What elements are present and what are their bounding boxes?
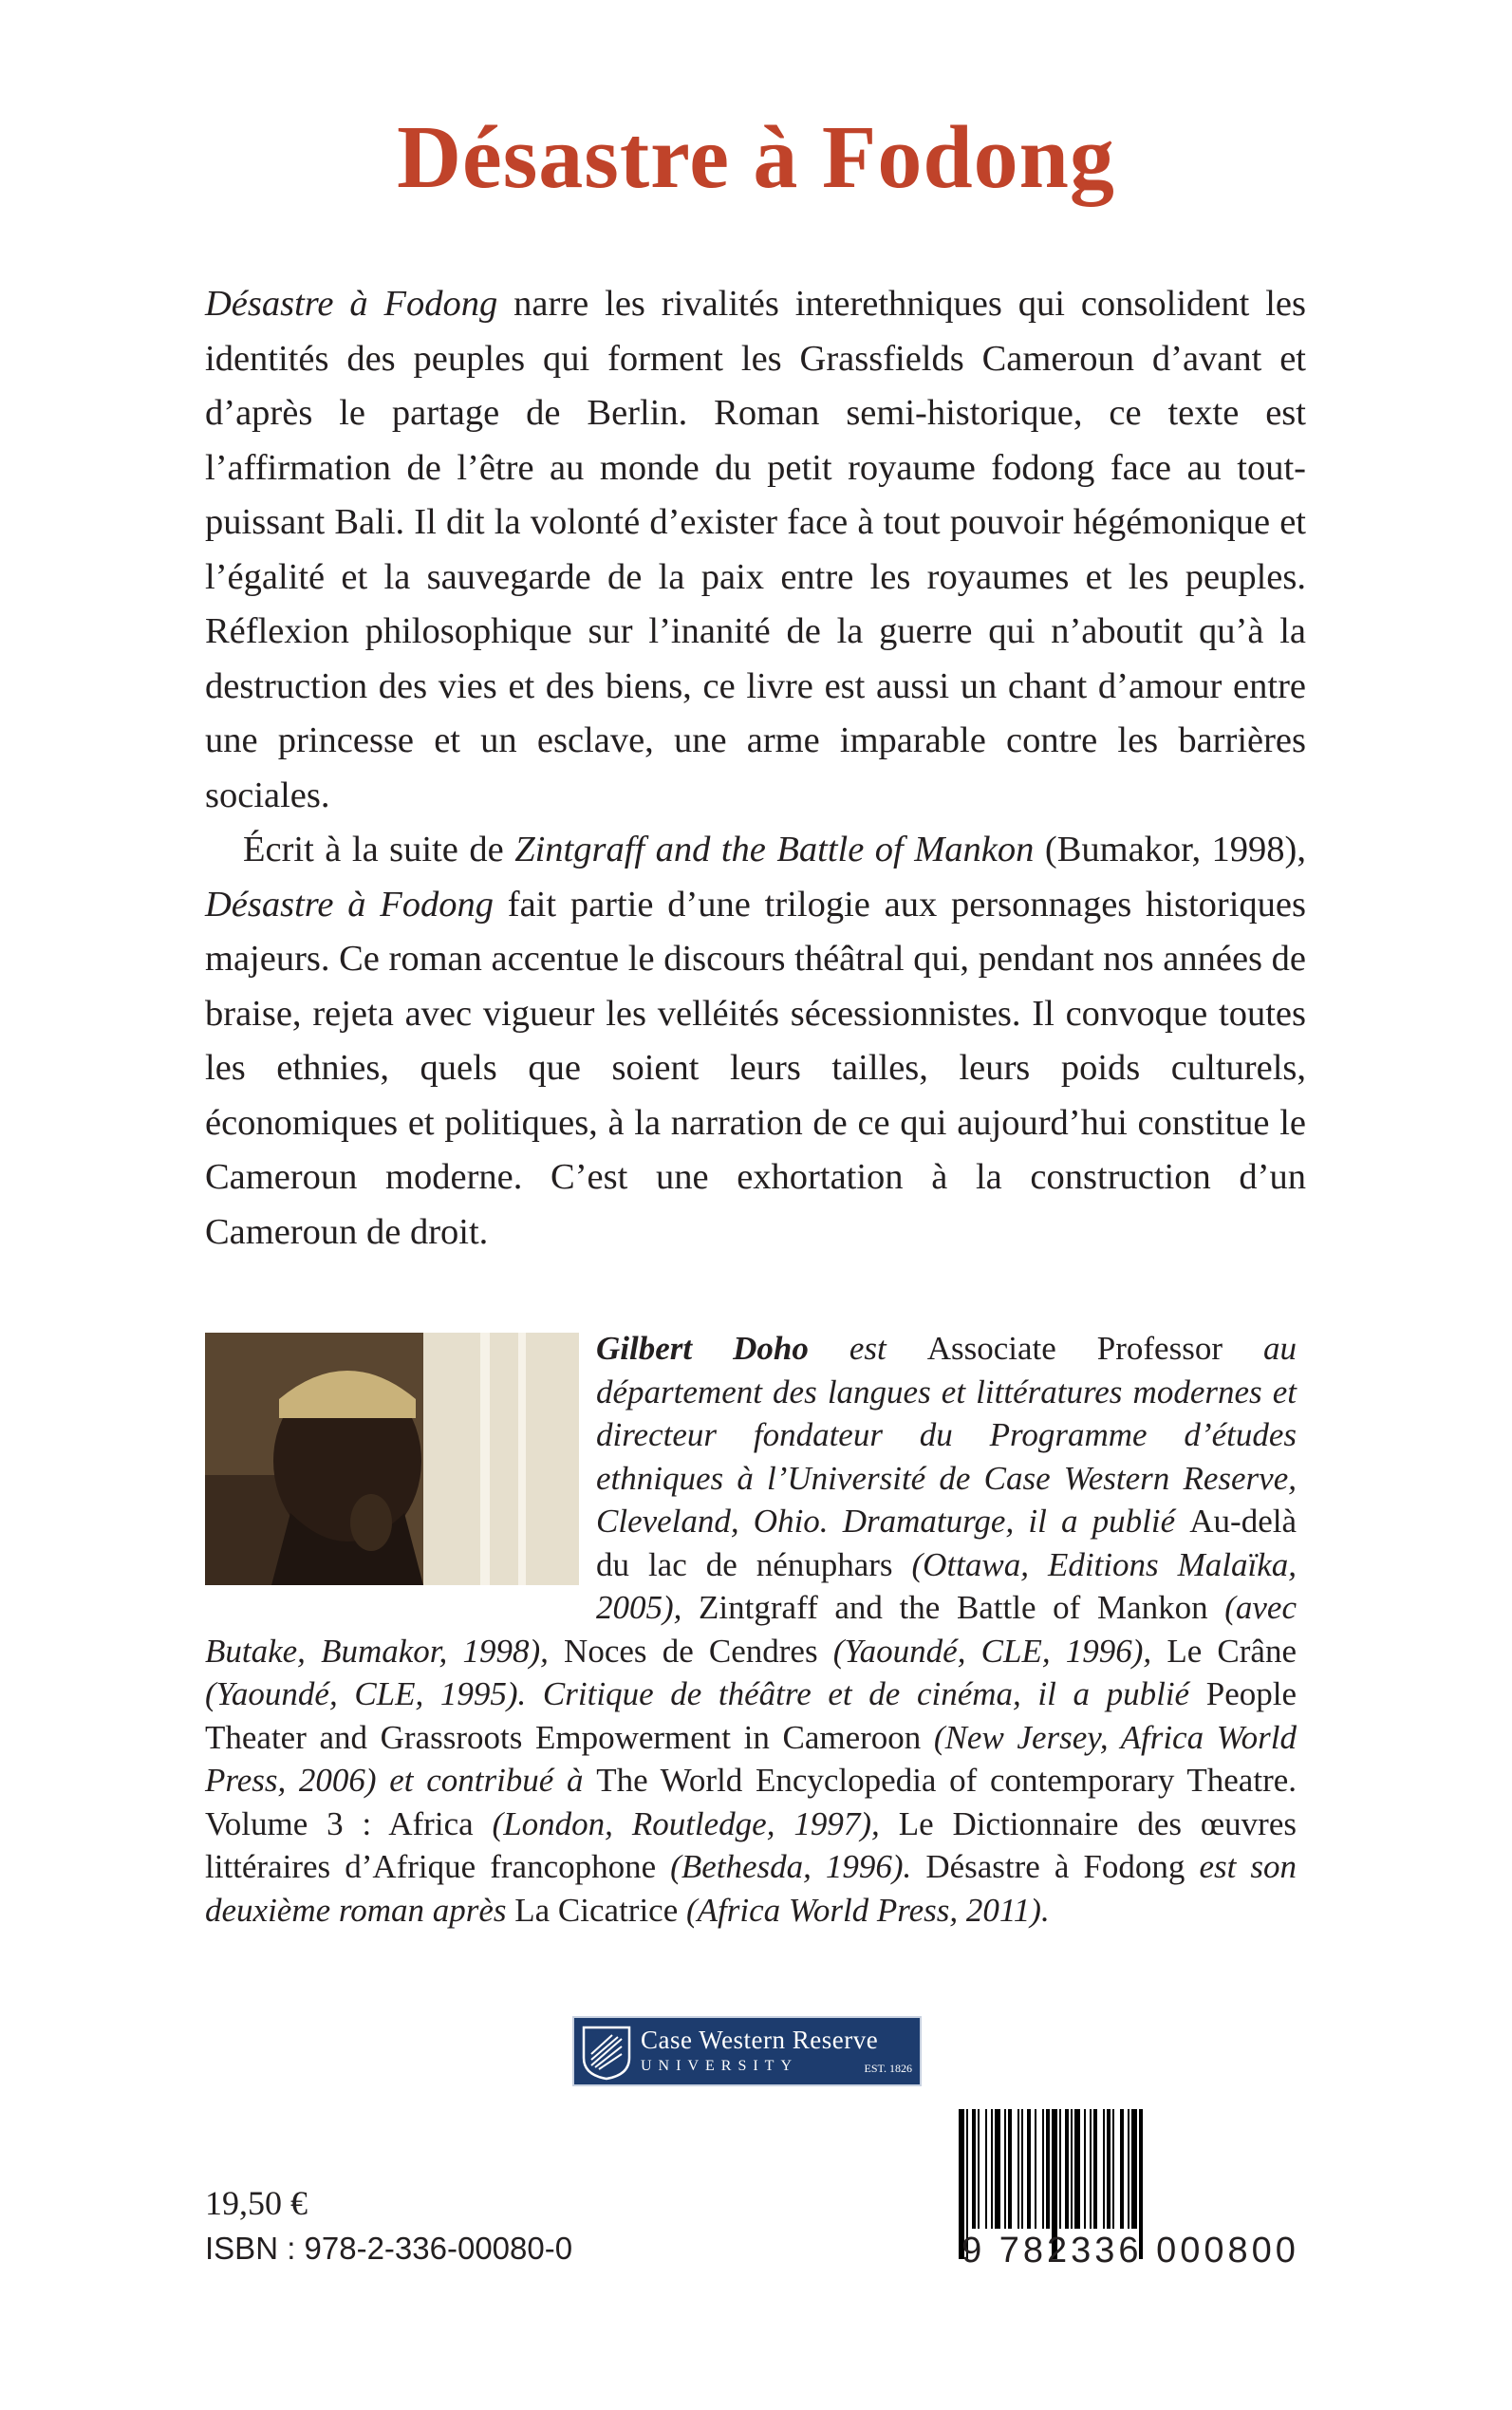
barcode-bar <box>995 2109 1000 2229</box>
synopsis-paragraph-1: Désastre à Fodong narre les rivalités interethniques qui consolident les identités des peuples qui forment les Grassfields Cameroun d’avant et d’après le partage de Berlin. Roman semi-historique, ce texte est l’affirmation de l’être au monde du petit royaume fodong face au tout-puissant Bali. Il dit la volonté d’exister face à tout pouvoir hégémonique et l’égalité et la sauvegarde de la paix entre les royaumes et les peuples. Réflexion philosophique sur l’inanité de la guerre qui n’aboutit qu’à la destruction des vies et des biens, ce livre est aussi un chant d’amour entre une princesse et un esclave, une arme imparable contre les barrières sociales. <box>205 284 1306 815</box>
barcode-bar <box>1103 2109 1105 2229</box>
barcode-bar <box>1027 2109 1031 2229</box>
university-name: Case Western Reserve <box>641 2026 879 2054</box>
barcode-bar <box>1004 2109 1006 2229</box>
reference-title: Zintgraff and the Battle of Mankon <box>514 830 1035 869</box>
university-emblem-icon <box>580 2024 633 2081</box>
author-photo <box>205 1333 579 1585</box>
synopsis-paragraph-2: Écrit à la suite de Zintgraff and the Battle of Mankon (Bumakor, 1998), Désastre à Fodong fait partie d’une trilogie aux personnages historiques majeurs. Ce roman accentue le discours théâtral qui, pendant nos années de braise, rejeta avec vigueur les velléités sécessionnistes. Il convoque toutes les ethnies, quels que soient leurs tailles, leurs poids culturels, économiques et politiques, à la narration de ce qui aujourd’hui constitue le Cameroun moderne. C’est une exhortation à la construction d’un Cameroun de droit. <box>205 830 1306 1252</box>
barcode-bar <box>1059 2109 1061 2229</box>
barcode-bar <box>1035 2109 1036 2229</box>
author-bio: Gilbert Doho est Associate Professor au département des langues et littératures modernes et directeur fondateur du Programme d’études ethniques à l’Université de Case Western Reserve, Cleveland, Ohio. Dramaturge, il a publié Au-delà du lac de nénuphars (Ottawa, Editions Malaïka, 2005), Zintgraff and the Battle of Mankon (avec Butake, Bumakor, 1998), Noces de Cendres (Yaoundé, CLE, 1996), Le Crâne (Yaoundé, CLE, 1995). Critique de théâtre et de cinéma, il a publié People Theater and Grassroots Empowerment in Cameroon (New Jersey, Africa World Press, 2006) et contribué à The World Encyclopedia of contemporary Theatre. Volume 3 : Africa (London, Routledge, 1997), Le Dictionnaire des œuvres littéraires d’Afrique francophone (Bethesda, 1996). Désastre à Fodong est son deuxième roman après La Cicatrice (Africa World Press, 2011). <box>205 1330 1297 1929</box>
barcode-bar <box>991 2109 993 2229</box>
book-title-inline: Désastre à Fodong <box>205 884 494 925</box>
barcode-bar <box>1084 2109 1086 2229</box>
university-sub: UNIVERSITY <box>641 2058 798 2074</box>
barcode-bar <box>1071 2109 1073 2229</box>
barcode-bar <box>1017 2109 1019 2229</box>
barcode-digits: 9 782336 000800 <box>961 2231 1299 2270</box>
barcode-bar <box>1065 2109 1069 2229</box>
book-title-inline: Désastre à Fodong <box>205 284 498 324</box>
synopsis <box>205 277 1306 1260</box>
barcode-bar <box>978 2109 980 2229</box>
isbn: ISBN : 978-2-336-00080-0 <box>205 2231 573 2266</box>
barcode-bar <box>1131 2109 1137 2229</box>
university-logo <box>572 2016 922 2086</box>
barcode-bar <box>1107 2109 1111 2229</box>
barcode-bar <box>1093 2109 1097 2229</box>
barcode-bar <box>1090 2109 1092 2229</box>
barcode-bar <box>972 2109 976 2229</box>
barcode-bar <box>1120 2109 1124 2229</box>
barcode-bar <box>1008 2109 1012 2229</box>
price: 19,50 € <box>205 2184 308 2222</box>
barcode-bar <box>1128 2109 1129 2229</box>
book-title: Désastre à Fodong <box>397 108 1115 207</box>
barcode-bar <box>985 2109 987 2229</box>
barcode-bar <box>1042 2109 1044 2229</box>
barcode-bar <box>1112 2109 1114 2229</box>
barcode-bar <box>1021 2109 1023 2229</box>
university-est: EST. 1826 <box>864 2062 912 2075</box>
barcode-bar <box>1046 2109 1050 2229</box>
barcode-bar <box>1074 2109 1080 2229</box>
